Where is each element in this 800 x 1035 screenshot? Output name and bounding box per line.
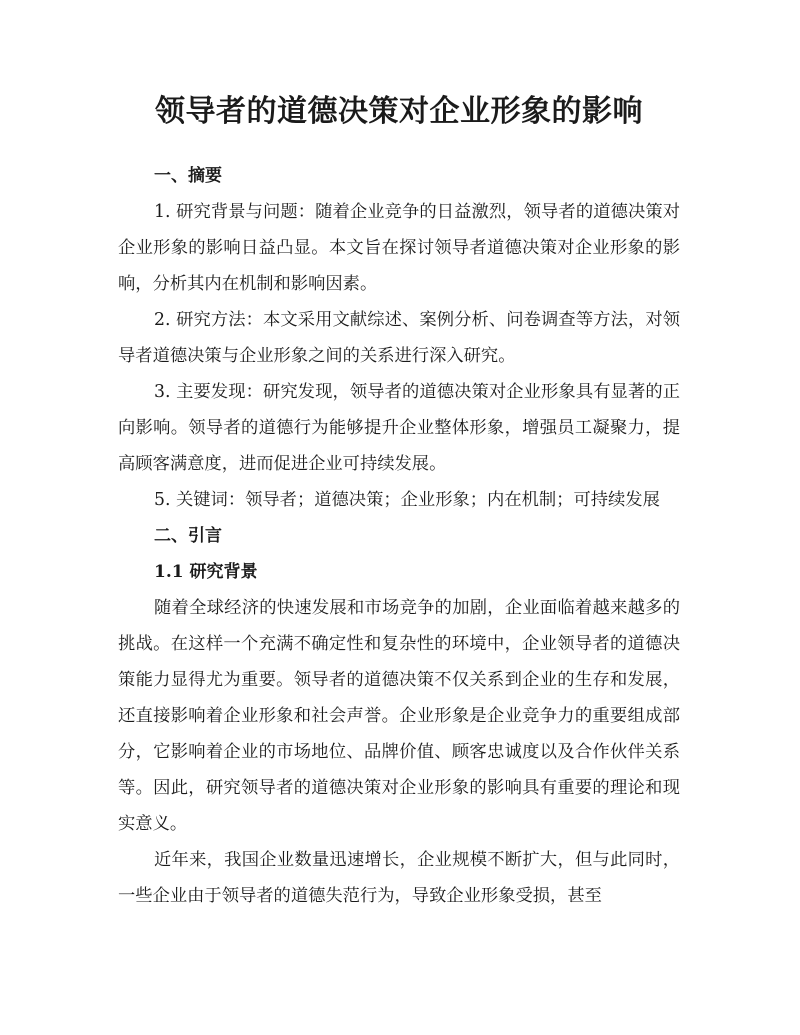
section-heading-abstract: 一、摘要 xyxy=(154,166,222,186)
abstract-paragraph-background: 1. 研究背景与问题：随着企业竞争的日益激烈，领导者的道德决策对企业形象的影响日益凸显。本文旨在探讨领导者道德决策对企业形象的影响，分析其内在机制和影响因素。 xyxy=(118,202,680,294)
subheading-research-background: 1.1 研究背景 xyxy=(154,562,258,582)
abstract-paragraph-methods: 2. 研究方法：本文采用文献综述、案例分析、问卷调查等方法，对领导者道德决策与企业形象之间的关系进行深入研究。 xyxy=(118,310,680,366)
introduction-paragraph-1: 随着全球经济的快速发展和市场竞争的加剧，企业面临着越来越多的挑战。在这样一个充满不确定性和复杂性的环境中，企业领导者的道德决策能力显得尤为重要。领导者的道德决策不仅关系到企业的生存和发展，还直接影响着企业形象和社会声誉。企业形象是企业竞争力的重要组成部分，它影响着企业的市场地位、品牌价值、顾客忠诚度以及合作伙伴关系等。因此，研究领导者的道德决策对企业形象的影响具有重要的理论和现实意义。 xyxy=(118,598,680,834)
document-page xyxy=(118,88,680,914)
document-title: 领导者的道德决策对企业形象的影响 xyxy=(155,94,643,129)
introduction-paragraph-2: 近年来，我国企业数量迅速增长，企业规模不断扩大，但与此同时，一些企业由于领导者的道德失范行为，导致企业形象受损，甚至 xyxy=(118,850,680,906)
abstract-paragraph-findings: 3. 主要发现：研究发现，领导者的道德决策对企业形象具有显著的正向影响。领导者的道德行为能够提升企业整体形象，增强员工凝聚力，提高顾客满意度，进而促进企业可持续发展。 xyxy=(118,382,680,474)
section-heading-introduction: 二、引言 xyxy=(154,526,222,546)
abstract-paragraph-keywords: 5. 关键词：领导者；道德决策；企业形象；内在机制；可持续发展 xyxy=(154,490,660,510)
